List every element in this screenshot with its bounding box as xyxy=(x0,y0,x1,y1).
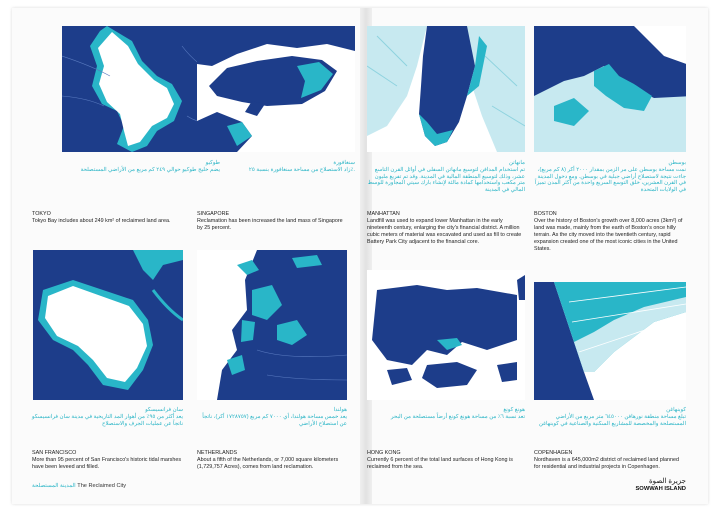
singapore-map xyxy=(197,26,355,152)
city-description-english: Tokyo Bay includes about 249 km² of reclaimed land area. xyxy=(32,218,171,224)
city-name-arabic: بوسطن xyxy=(668,160,686,166)
netherlands-map xyxy=(197,250,347,400)
logo-text-arabic: جزيرة الصوة xyxy=(648,478,686,485)
city-description-arabic: زاد الاستصلاح من مساحة سنغافورة بنسبة ٢٥٪. xyxy=(248,167,355,173)
city-description-arabic: تبلغ مساحة منطقة نورهافن ٦٤٥٠٠٠ متر مربع من الأراضي المستصلحة والمخصصة للمشاريع السكنية والصناعية في كوبنهاغن xyxy=(538,414,686,427)
city-description-arabic: تم استخدام المدافن لتوسيع مانهاتن السفلى في أوائل القرن التاسع عشر، وذلك لتوسيع المنطقة المالية في المدينة. وقد تم تفريغ مليون متر مكعب واستخدامها كمادة مالئة لإنشاء بارك سيتي المجاورة للوسط المالي في المدينة xyxy=(367,167,525,193)
city-name-english: NETHERLANDS xyxy=(197,450,238,456)
city-description-english: Over the history of Boston's growth over 8,000 acres (3km²) of land was made, mainly from the earth of Boston's once hilly terrain. As the city moved into the twentieth century, rapid expansion created one of the most iconic cities in the United States. xyxy=(534,218,683,252)
city-description-english: More than 95 percent of San Francisco's historic tidal marshes have been leveed and filled. xyxy=(32,457,182,470)
city-name-english: SAN FRANCISCO xyxy=(32,450,77,456)
city-name-arabic: كوبنهاغن xyxy=(666,407,686,413)
city-name-english: TOKYO xyxy=(32,211,51,217)
city-description-arabic: تعد نسبة ٦٪ من مساحة هونغ كونغ أرضاً مستصلحة من البحر xyxy=(390,414,525,420)
copenhagen-map xyxy=(534,282,686,400)
city-description-english: Nordhaven is a 645,000m2 district of reclaimed land planned for residential and industrial projects in Copenhagen. xyxy=(534,457,680,470)
san-francisco-map xyxy=(33,250,183,400)
city-description-english: Currently 6 percent of the total land surfaces of Hong Kong is reclaimed from the sea. xyxy=(367,457,513,470)
city-description-english: About a fifth of the Netherlands, or 7,000 square kilometers (1,729,757 Acres), comes from land reclamation. xyxy=(197,457,339,470)
city-description-arabic: يعد أكثر من ٩٥٪ من أهوار المد التاريخية في مدينة سان فرانسيسكو ناتجاً عن عمليات الجرف والاستصلاح xyxy=(31,414,183,427)
city-name-arabic: سان فرانسيسكو xyxy=(145,407,183,413)
footer-title-english: The Reclaimed City xyxy=(77,483,127,489)
logo-text-english: SOWWAH ISLAND xyxy=(635,486,686,492)
city-name-arabic: هولندا xyxy=(333,407,347,413)
city-name-english: BOSTON xyxy=(534,211,557,217)
city-name-english: COPENHAGEN xyxy=(534,450,573,456)
city-name-english: SINGAPORE xyxy=(197,211,230,217)
city-description-english: Reclamation has been increased the land mass of Singapore by 25 percent. xyxy=(197,218,343,231)
boston-map xyxy=(534,26,686,152)
page-footer-title xyxy=(32,483,126,489)
footer-title-arabic: المدينة المستصلحة xyxy=(32,483,76,489)
city-name-english: MANHATTAN xyxy=(367,211,400,217)
city-description-arabic: نمت مساحة بوسطن على مر الزمن بمقدار ٢٠٠٠ أكر (٨ كم مربع)، جاءت نتيجة لاستصلاح أراضي جبلية في بوسطن. ومع دخول المدينة في القرن العشرين، خلق التوسع السريع واحدة من أكثر المدن تميزاً في الولايات المتحدة xyxy=(534,167,686,193)
city-name-english: HONG KONG xyxy=(367,450,401,456)
city-description-arabic: يعد خمس مساحة هولندا، أي ٧٠٠٠ كم مربع (١٧٢٨٧٥٧ أكر)، ناتجاً عن استصلاح الأراضي xyxy=(202,414,347,427)
sowwah-island-logo xyxy=(610,478,686,493)
city-description-arabic: يضم خليج طوكيو حوالي ٢٤٩ كم مربع من الأراضي المستصلحة xyxy=(80,167,220,173)
city-description-english: Landfill was used to expand lower Manhattan in the early nineteenth century, enlarging the city's financial district. A million cubic meters of material was excavated and used as fill to create Battery Park City adjacent to the financial core. xyxy=(367,218,522,245)
hong-kong-map xyxy=(367,270,525,400)
manhattan-map xyxy=(367,26,525,152)
city-name-arabic: سنغافورة xyxy=(333,160,355,166)
city-name-arabic: مانهاتن xyxy=(508,160,525,166)
city-name-arabic: طوكيو xyxy=(205,160,220,166)
city-name-arabic: هونغ كونغ xyxy=(503,407,525,413)
